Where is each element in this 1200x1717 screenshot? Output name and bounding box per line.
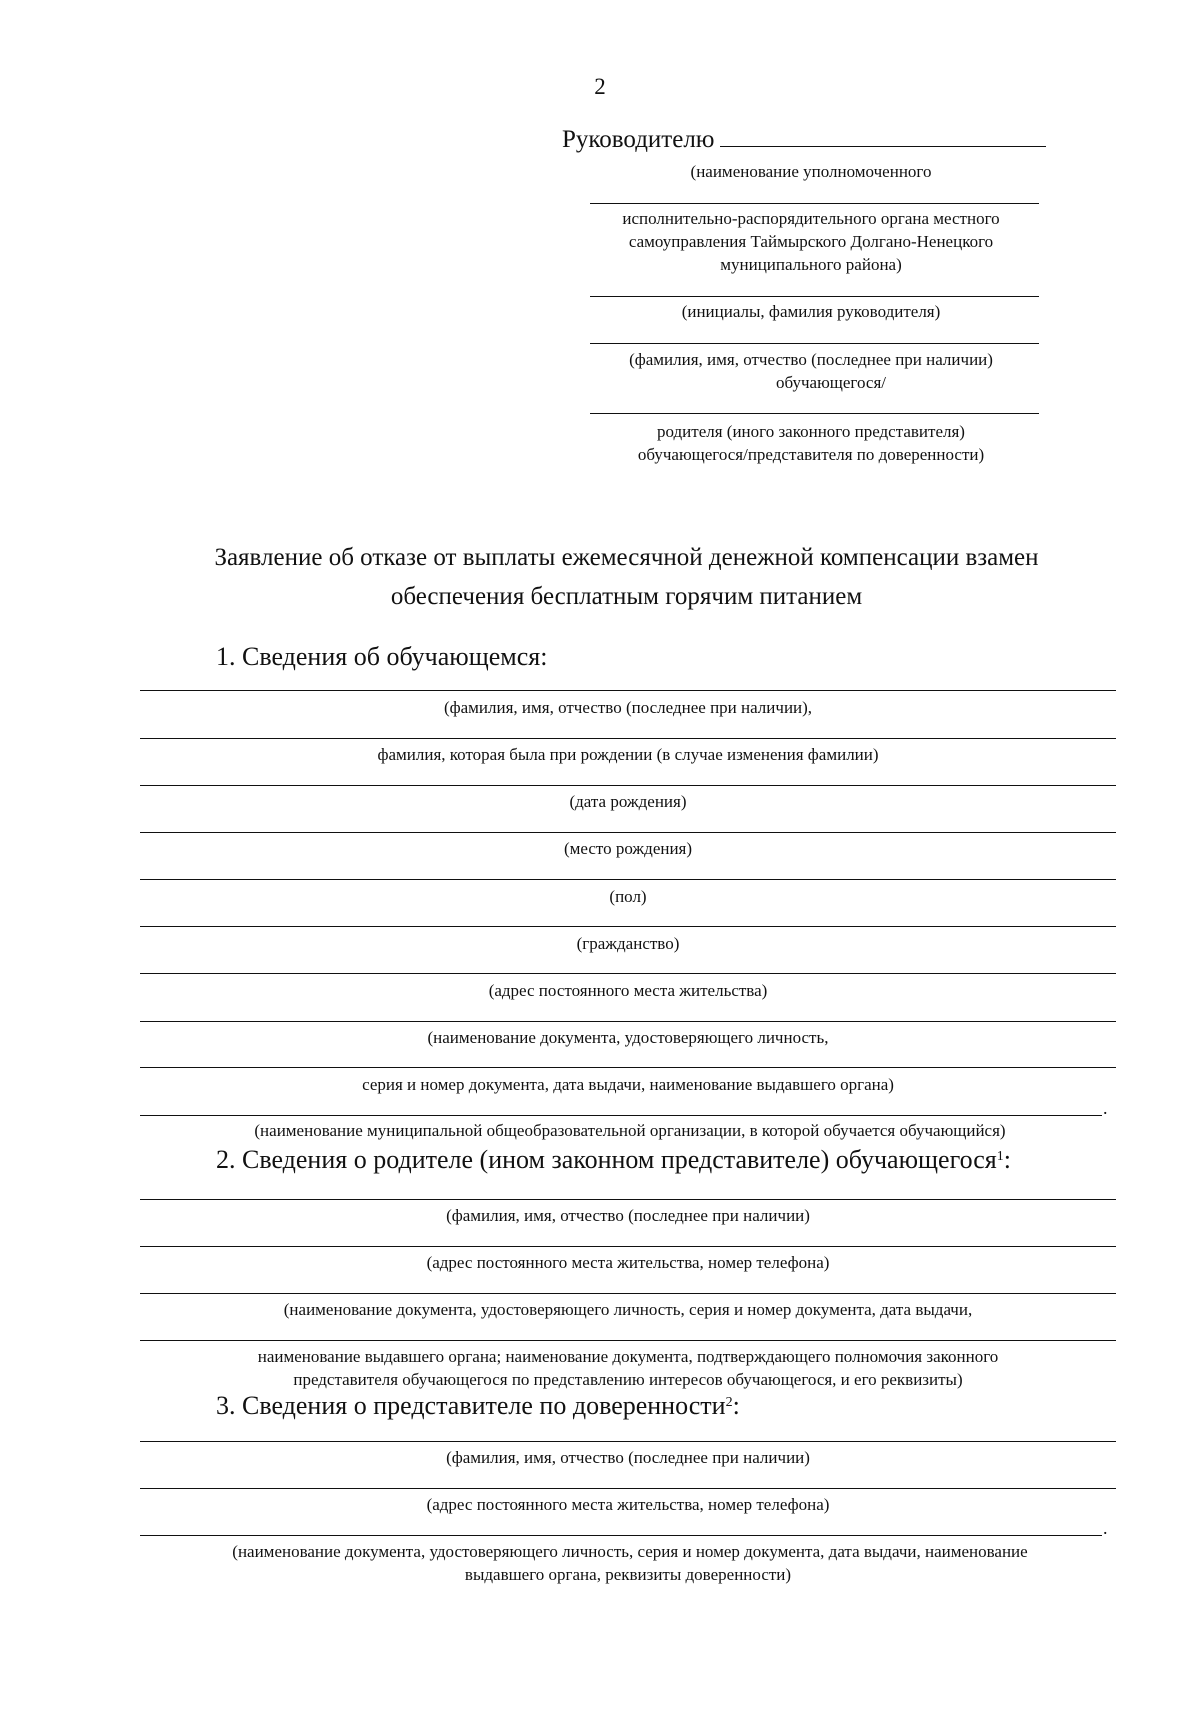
field-caption: (наименование документа, удостоверяющего личность, серия и номер документа, дата выдачи, наименование [232, 1542, 1028, 1561]
form-line [140, 738, 1116, 739]
document-title-line-2: обеспечения бесплатным горячим питанием [390, 583, 863, 610]
field-caption: наименование выдавшего органа; наименование документа, подтверждающего полномочия законного [257, 1347, 999, 1366]
section-2-heading [216, 1145, 1011, 1175]
form-line [140, 1340, 1116, 1341]
form-line [140, 1115, 1102, 1116]
section-1-heading: 1. Сведения об обучающемся: [216, 642, 548, 671]
form-line [140, 1535, 1102, 1536]
section-3-heading-text: 3. Сведения о представителе по доверенности [216, 1391, 726, 1420]
field-caption: (гражданство) [576, 934, 680, 953]
field-caption: (фамилия, имя, отчество (последнее при наличии) [446, 1206, 810, 1225]
form-line [140, 879, 1116, 880]
section-3-heading [216, 1391, 740, 1421]
form-line [140, 926, 1116, 927]
form-line [140, 1488, 1116, 1489]
addressee-line [590, 296, 1039, 297]
heading-colon: : [1003, 1145, 1011, 1174]
addressee-caption: исполнительно-распорядительного органа местного [622, 209, 1000, 228]
addressee-name-line [720, 145, 1046, 147]
addressee-title [562, 126, 1046, 154]
form-line [140, 690, 1116, 691]
field-caption: (пол) [609, 887, 647, 906]
form-line [140, 1021, 1116, 1022]
footnote-mark: 2 [725, 1395, 733, 1410]
heading-colon: : [732, 1391, 740, 1420]
field-caption: (адрес постоянного места жительства, номер телефона) [426, 1495, 830, 1514]
field-caption: (фамилия, имя, отчество (последнее при наличии), [443, 698, 813, 717]
field-caption: представителя обучающегося по представлению интересов обучающегося, и его реквизиты) [293, 1370, 963, 1389]
field-caption: (фамилия, имя, отчество (последнее при наличии) [446, 1448, 810, 1467]
form-line [140, 832, 1116, 833]
addressee-caption: (наименование уполномоченного [690, 162, 932, 181]
addressee-line [590, 203, 1039, 204]
addressee-caption: обучающегося/представителя по доверенности) [637, 445, 985, 464]
form-line [140, 1067, 1116, 1068]
form-line [140, 973, 1116, 974]
page-number: 2 [594, 74, 606, 99]
line-end-mark: . [1103, 1098, 1108, 1118]
document-title-line-1: Заявление об отказе от выплаты ежемесячной денежной компенсации взамен [214, 544, 1039, 571]
field-caption: (дата рождения) [569, 792, 687, 811]
footnote-mark: 1 [996, 1149, 1004, 1164]
form-line [140, 1246, 1116, 1247]
addressee-caption: родителя (иного законного представителя) [657, 422, 965, 441]
addressee-caption: обучающегося/ [776, 373, 886, 392]
addressee-caption: муниципального района) [720, 255, 902, 274]
addressee-line [590, 343, 1039, 344]
line-end-mark: . [1103, 1518, 1108, 1538]
field-caption: серия и номер документа, дата выдачи, наименование выдавшего органа) [362, 1075, 894, 1094]
form-line [140, 1441, 1116, 1442]
field-caption: фамилия, которая была при рождении (в случае изменения фамилии) [377, 745, 879, 764]
form-line [140, 1199, 1116, 1200]
form-line [140, 1293, 1116, 1294]
addressee-line [590, 413, 1039, 414]
addressee-caption: (инициалы, фамилия руководителя) [681, 302, 941, 321]
field-caption: (адрес постоянного места жительства) [488, 981, 768, 1000]
addressee-caption: (фамилия, имя, отчество (последнее при наличии) [629, 350, 993, 369]
addressee-title-text: Руководителю [562, 126, 715, 153]
form-line [140, 785, 1116, 786]
field-caption: (наименование документа, удостоверяющего личность, [427, 1028, 829, 1047]
addressee-caption: самоуправления Таймырского Долгано-Ненецкого [628, 232, 994, 251]
field-caption: (наименование муниципальной общеобразовательной организации, в которой обучается обучающийся) [254, 1121, 1006, 1140]
field-caption: (место рождения) [563, 839, 693, 858]
section-2-heading-text: 2. Сведения о родителе (ином законном представителе) обучающегося [216, 1145, 997, 1174]
field-caption: выдавшего органа, реквизиты доверенности) [464, 1565, 792, 1584]
field-caption: (наименование документа, удостоверяющего личность, серия и номер документа, дата выдачи, [283, 1300, 973, 1319]
field-caption: (адрес постоянного места жительства, номер телефона) [426, 1253, 830, 1272]
